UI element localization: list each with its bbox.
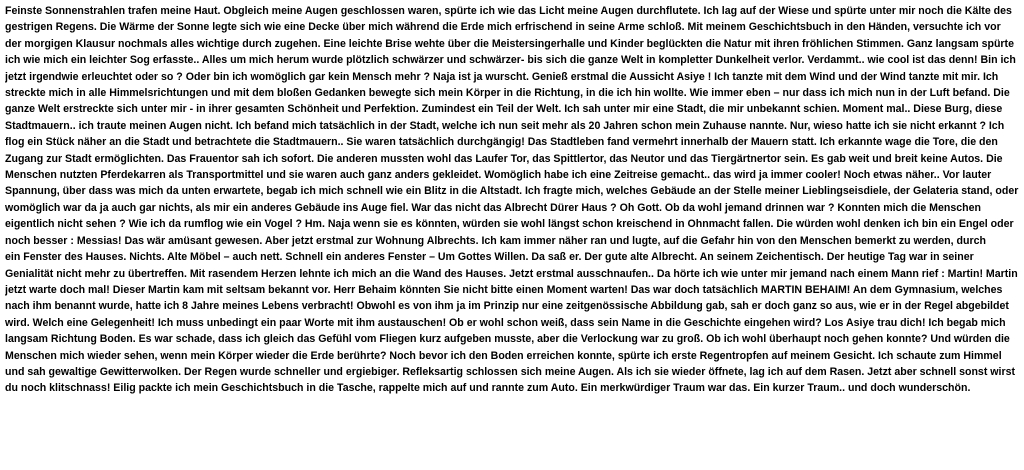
- document-body: [5, 3, 1019, 467]
- story-paragraph-2: ein Fenster des Hauses. Nichts. Alte Möbel – auch nett. Schnell ein anderes Fenster – Um Gottes Willen. Da saß er. Der gute alte Albrecht. An seinem Zeichentisch. Der heutige Tag war in seiner Genialität nicht mehr zu übertreffen. Mit rasendem Herzen lehnte ich mich an die Wand des Hauses. Jetzt erstmal ausschnaufen.. Da hörte ich wie unter mir jemand nach einem Mann rief : Martin! Martin jetzt warte doch mal! Dieser Martin kam mit seltsam bekannt vor. Herr Behaim könnten Sie nicht bitte einen Moment warten! Das war doch tatsächlich MARTIN BEHAIM! An dem Gymnasium, welches nach ihm benannt wurde, hatte ich 8 Jahre meines Lebens verbracht! Obwohl es von ihm ja im Prinzip nur eine zeitgenössische Abbildung gab, sah er doch ganz so aus, wie er in der Regel abgebildet wird. Welch eine Gelegenheit! Ich muss unbedingt ein paar Worte mit ihm austauschen! Ob er wohl schon weiß, dass sein Name in die Geschichte eingehen wird? Los Asiye trau dich! Ich begab mich langsam Richtung Boden. Es war schade, dass ich gleich das Gefühl vom Fliegen kurz aufgeben musste, aber die Verlockung war zu groß. Ob ich wohl überhaupt noch gehen konnte? Und würden die Menschen mich wieder sehen, wenn mein Körper wieder die Erde berührte? Noch bevor ich den Boden erreichen konnte, spürte ich erste Regentropfen auf meinem Gesicht. Ich schaute zum Himmel und sah gewaltige Gewitterwolken. Der Regen wurde schneller und ergiebiger. Refleksartig schlossen sich meine Augen. Als ich sie wieder öffnete, lag ich auf dem Rasen. Jetzt aber schnell sonst wirst du noch klitschnass! Eilig packte ich mein Geschichtsbuch in die Tasche, rappelte mich auf und rannte zum Auto. Ein merkwürdiger Traum war das. Ein kurzer Traum.. und doch wunderschön.: [5, 251, 1018, 395]
- story-paragraph-1: Feinste Sonnenstrahlen trafen meine Haut. Obgleich meine Augen geschlossen waren, spürte ich wie das Licht meine Augen durchflutete. Ich lag auf der Wiese und spürte unter mir noch die Kälte des gestrigen Regens. Die Wärme der Sonne legte sich wie eine Decke über mich während die Erde mich erfrischend in seine Arme schloß. Mit meinem Geschichtsbuch in den Händen, versuchte ich vor der morgigen Klausur nochmals alles wichtige durch zugehen. Eine leichte Brise wehte über die Meistersingerhalle und Kinder beglückten die Natur mit ihren fröhlichen Stimmen. Ganz langsam spürte ich wie mich ein leichter Sog erfasste.. Alles um mich herum wurde plötzlich schwärzer und schwärzer- bis sich die ganze Welt in kompletter Dunkelheit verlor. Verdammt.. wie cool ist das denn! Bin ich jetzt irgendwie erleuchtet oder so ? Oder bin ich womöglich gar kein Mensch mehr ? Naja ist ja wurscht. Genieß erstmal die Aussicht Asiye ! Ich tanzte mit dem Wind und der Wind tanzte mit mir. Ich streckte mich in alle Himmelsrichtungen und mit dem bloßen Gedanken bewegte sich mein Körper in die Richtung, in die ich hin wollte. Wie immer eben – nur dass ich mich nun in der Luft befand. Die ganze Welt erstreckte sich unter mir - in ihrer gesamten Schönheit und Perfektion. Zumindest ein Teil der Welt. Ich sah unter mir eine Stadt, die mir unbekannt schien. Moment mal.. Diese Burg, diese Stadtmauern.. ich traute meinen Augen nicht. Ich befand mich tatsächlich in der Stadt, welche ich nun seit mehr als 20 Jahren schon mein Zuhause nannte. Nur, wieso hatte ich sie nicht erkannt ? Ich flog ein Stück näher an die Stadt und betrachtete die Stadtmauern.. Sie waren tatsächlich durchgängig! Das Stadtleben fand vermehrt innerhalb der Mauern statt. Ich erkannte wage die Tore, die den Zugang zur Stadt ermöglichten. Das Frauentor sah ich sofort. Die anderen mussten wohl das Laufer Tor, das Spittlertor, das Neutor und das Tiergärtnertor sein. Es gab weit und breit keine Autos. Die Menschen nutzten Pferdekarren als Transportmittel und sie waren auch ganz anders gekleidet. Womöglich habe ich eine Zeitreise gemacht.. das wird ja immer cooler! Noch etwas näher.. Vor lauter Spannung, über dass was mich da unten erwartete, begab ich mich schnell wie ein Blitz in die Altstadt. Ich fragte mich, welches Gebäude an der Stelle meiner Lieblingseisdiele, der Gelateria stand, oder womöglich war da ja auch gar nichts, als mir ein anderes Gebäude ins Auge fiel. War das nicht das Albrecht Dürer Haus ? Oh Gott. Ob da wohl jemand drinnen war ? Konnten mich die Menschen eigentlich nicht sehen ? Wie ich da rumflog wie ein Vogel ? Hm. Naja wenn sie es könnten, würden sie wohl längst schon kreischend in Ohnmacht fallen. Die würden wohl denken ich bin ein Engel oder noch besser : Messias! Das wär amüsant gewesen. Aber jetzt erstmal zur Wohnung Albrechts. Ich kam immer näher ran und lugte, auf die Gefahr hin von den Menschen bemerkt zu werden, durch: [5, 5, 1019, 247]
